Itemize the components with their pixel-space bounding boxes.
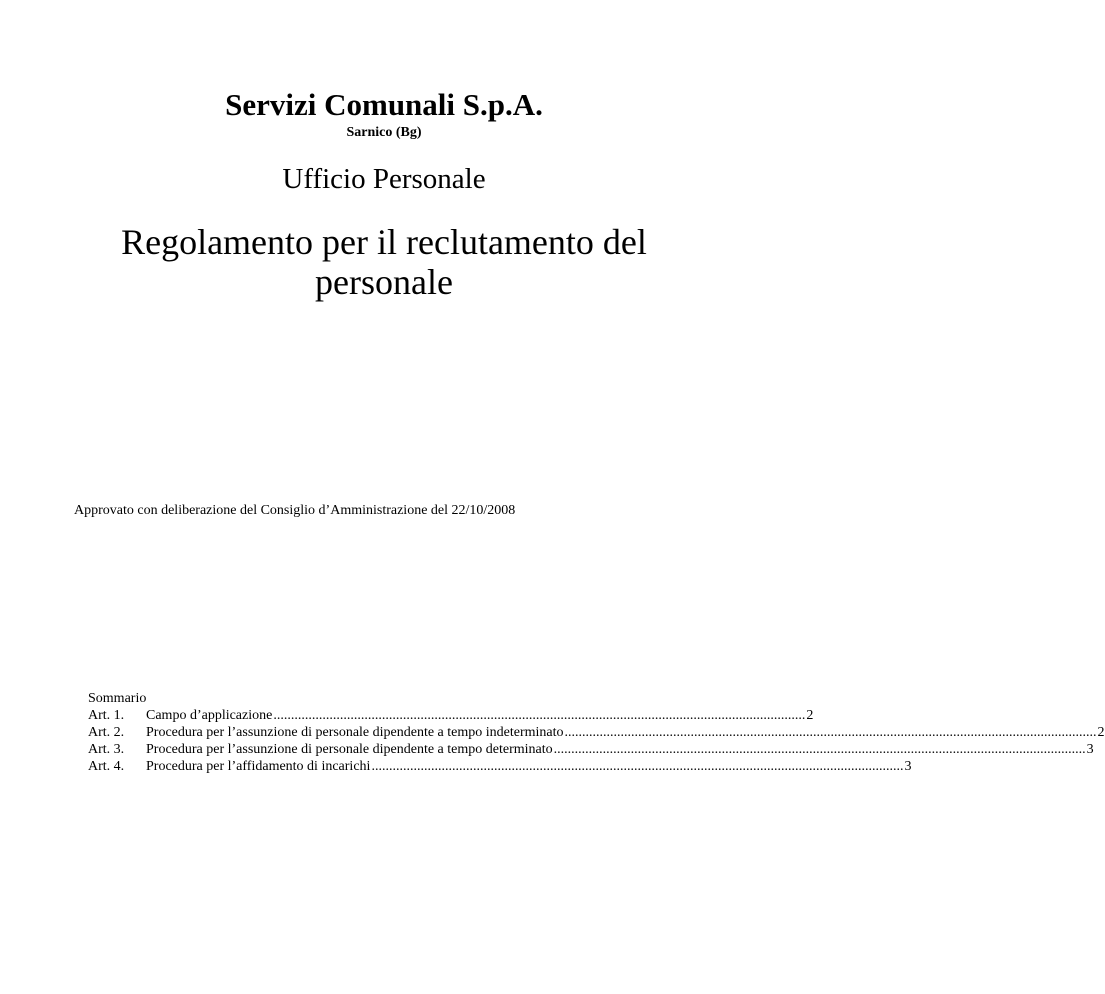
- toc-entry-art-4[interactable]: [88, 758, 912, 775]
- toc-entry-page: 2: [1097, 725, 1105, 740]
- toc-entry-number: Art. 3.: [88, 742, 125, 757]
- toc-entry-number: Art. 1.: [88, 708, 125, 723]
- approval-note: Approvato con deliberazione del Consiglio d’Amministrazione del 22/10/2008: [74, 503, 516, 518]
- toc-dot-leader: ........................................................................................................................................................: [564, 725, 1097, 740]
- toc-entry-number: Art. 2.: [88, 725, 125, 740]
- document-title-line-1: Regolamento per il reclutamento del: [121, 222, 647, 262]
- toc-entry-art-3[interactable]: [88, 741, 1094, 758]
- document-title-line-2: personale: [315, 262, 453, 302]
- office-name: Ufficio Personale: [282, 163, 486, 195]
- toc-entry-page: 3: [904, 759, 912, 774]
- toc-entry-title: Procedura per l’assunzione di personale dipendente a tempo indeterminato: [146, 725, 564, 740]
- toc-dot-leader: ........................................................................................................................................................: [371, 759, 904, 774]
- toc-dot-leader: ........................................................................................................................................................: [273, 708, 806, 723]
- toc-entry-page: 3: [1086, 742, 1094, 757]
- toc-entry-title: Procedura per l’assunzione di personale dipendente a tempo determinato: [146, 742, 553, 757]
- toc-entry-art-1[interactable]: [88, 707, 814, 724]
- toc-entry-page: 2: [806, 708, 814, 723]
- company-city: Sarnico (Bg): [346, 125, 422, 140]
- toc-entry-number: Art. 4.: [88, 759, 125, 774]
- document-title: [100, 222, 668, 302]
- company-name: Servizi Comunali S.p.A.: [225, 87, 543, 122]
- table-of-contents: [88, 690, 1105, 775]
- toc-dot-leader: ........................................................................................................................................................: [553, 742, 1086, 757]
- toc-heading: Sommario: [88, 691, 147, 706]
- toc-entry-title: Procedura per l’affidamento di incarichi: [146, 759, 371, 774]
- toc-entry-title: Campo d’applicazione: [146, 708, 273, 723]
- toc-entry-art-2[interactable]: [88, 724, 1105, 741]
